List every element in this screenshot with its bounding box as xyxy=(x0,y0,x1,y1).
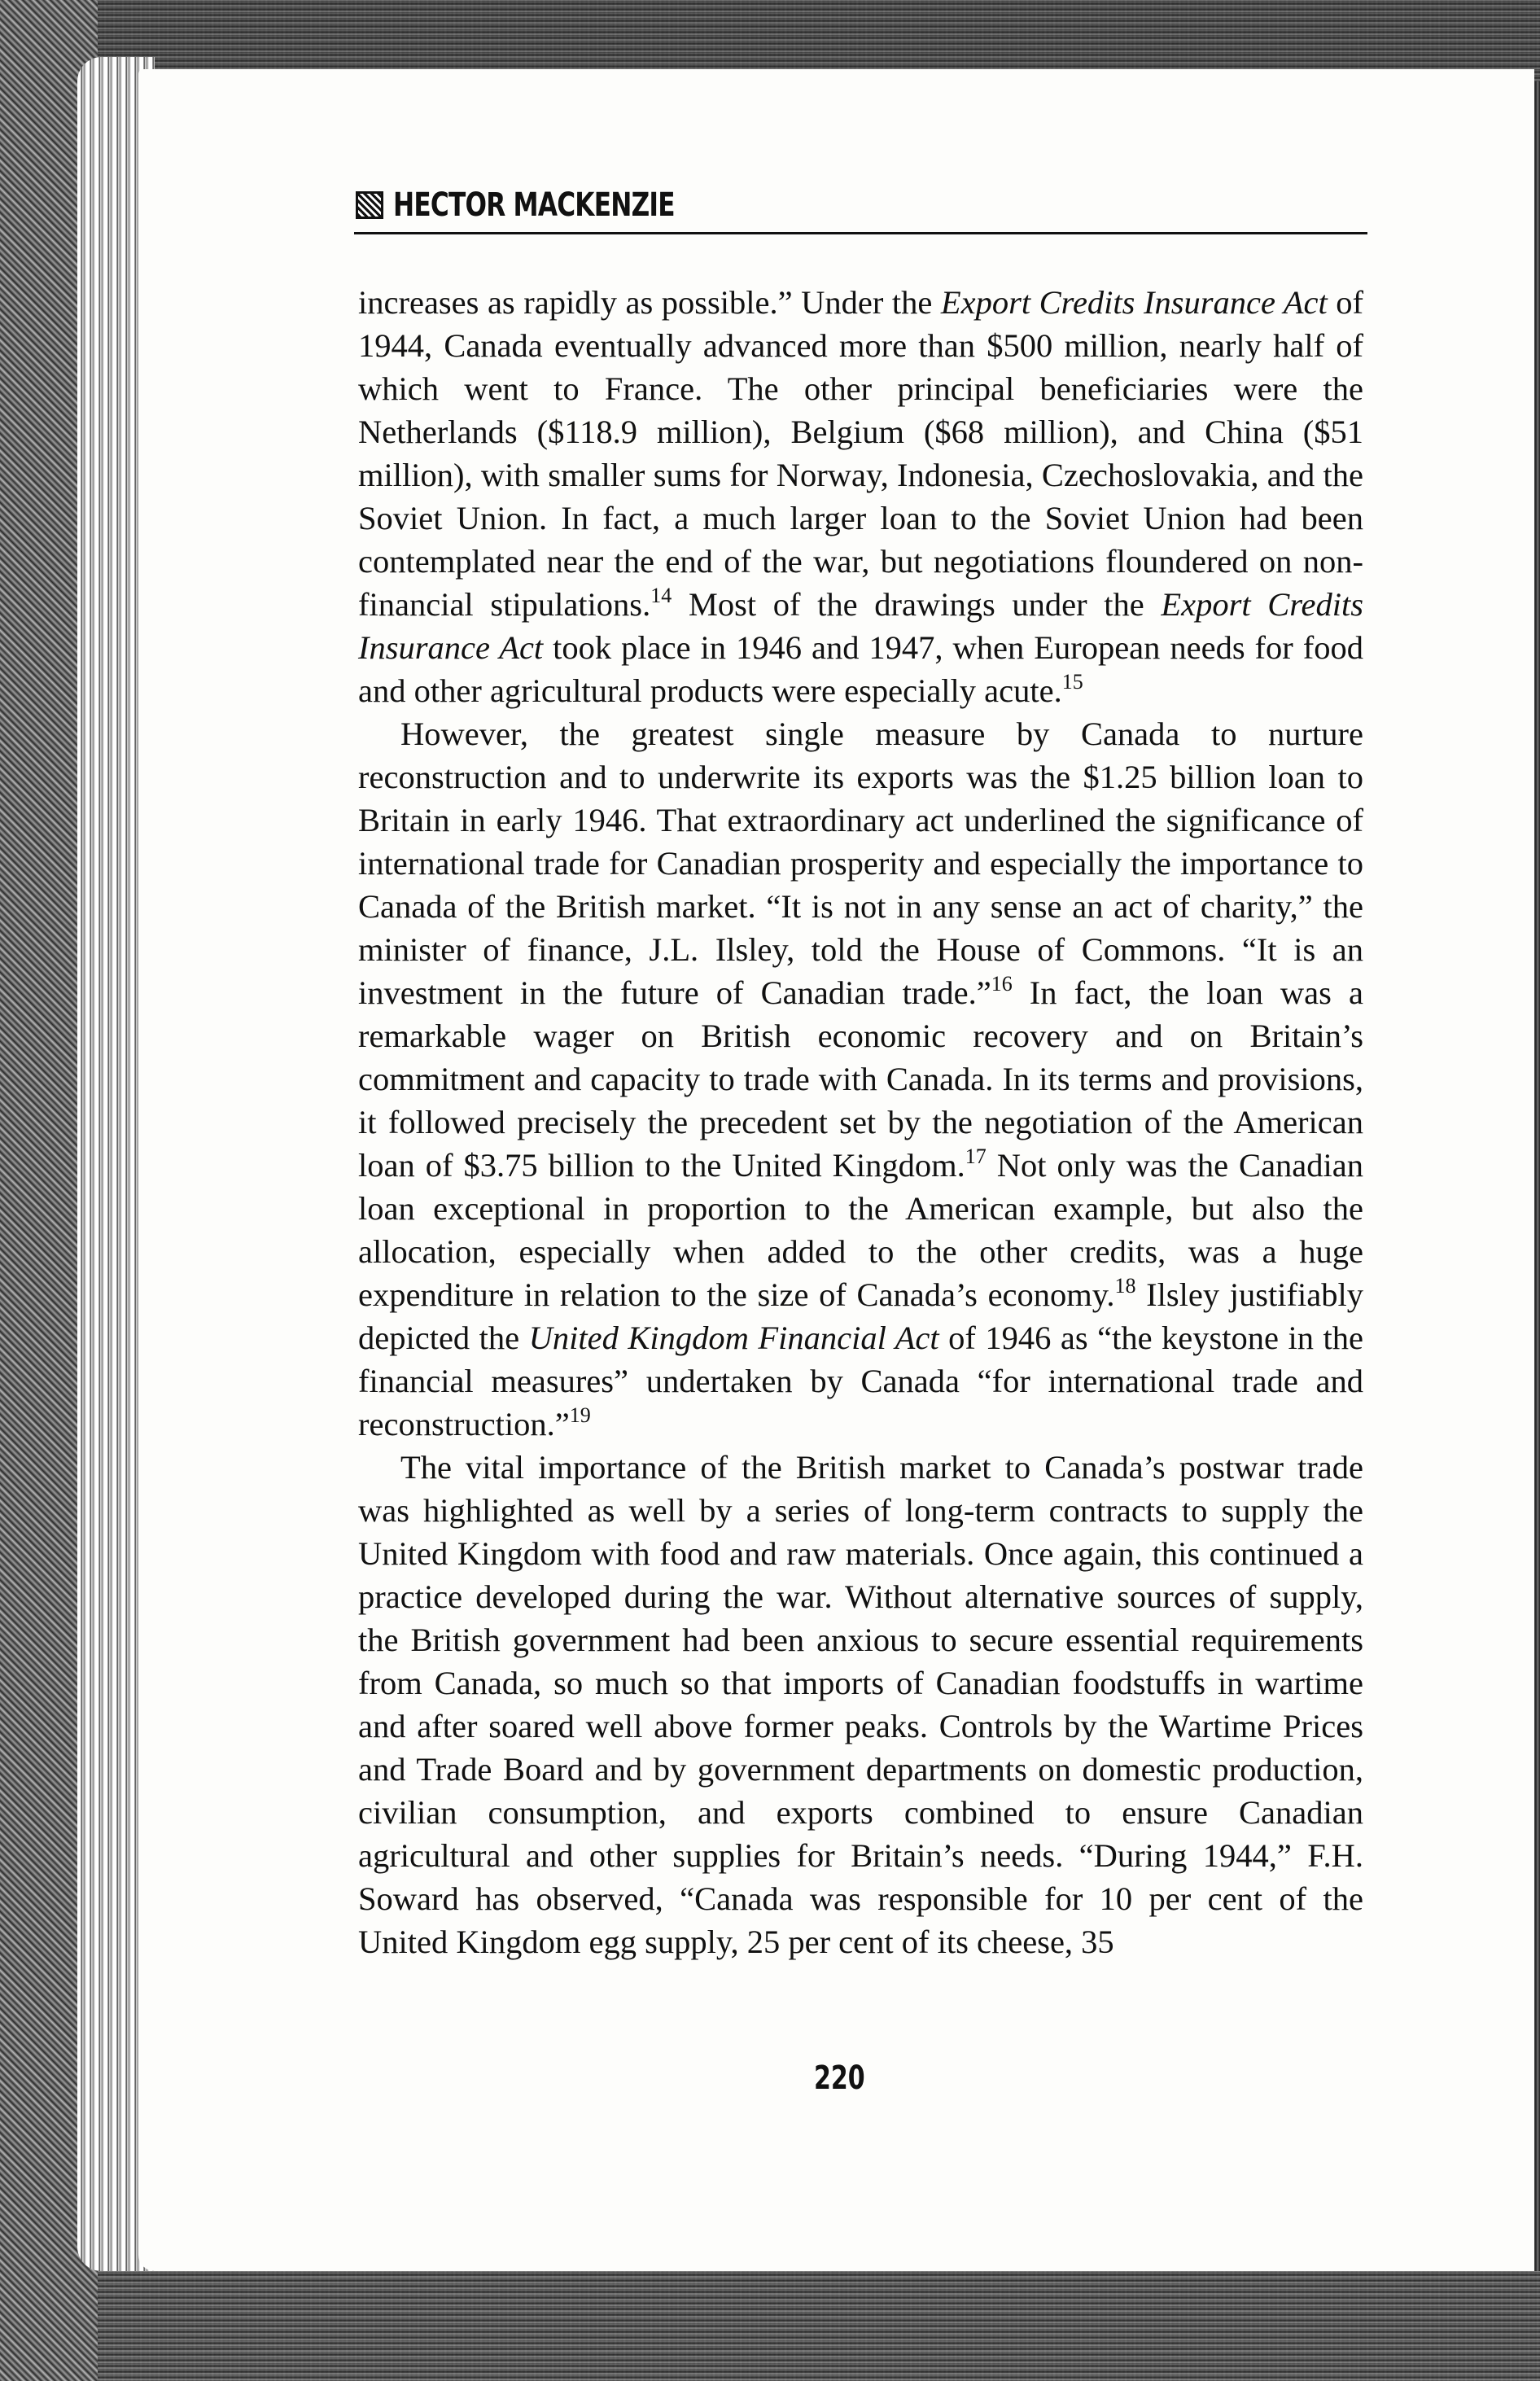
text-run: took place in 1946 and 1947, when European needs for food and other agricultural products were especially acute. xyxy=(358,629,1363,709)
text-run: Not only was the Canadian loan exceptional in proportion to the American example, but also the allocation, especially when added to the other credits, was a huge expenditure in relation to the size of Canada’s economy. xyxy=(358,1147,1363,1313)
header-ornament-icon xyxy=(356,191,383,219)
italic-title: Export Credits Insurance Act xyxy=(940,284,1328,321)
text-run: of 1946 as “the keystone in the financial measures” undertaken by Canada “for international trade and reconstruction.” xyxy=(358,1320,1363,1442)
text-run: The vital importance of the British market to Canada’s postwar trade was highlighted as well by a series of long-term contracts to supply the United Kingdom with food and raw materials. Once again, this continued a practice developed during the war. Without alternative sources of supply, the British government had been anxious to secure essential requirements from Canada, so much so that imports of Canadian foodstuffs in wartime and after soared well above former peaks. Controls by the Wartime Prices and Trade Board and by government departments on domestic production, civilian consumption, and exports combined to ensure Canadian agricultural and other supplies for Britain’s needs. “During 1944,” F.H. Soward has observed, “Canada was responsible for 10 per cent of the United Kingdom egg supply, 25 per cent of its cheese, 35 xyxy=(358,1449,1363,1960)
italic-title: United Kingdom Financial Act xyxy=(528,1320,939,1356)
text-run: However, the greatest single measure by Canada to nurture reconstruction and to underwrite its exports was the $1.25 billion loan to Britain in early 1946. That extraordinary act underlined the significance of international trade for Canadian prosperity and especially the importance to Canada of the British market. “It is not in any sense an act of charity,” the minister of finance, J.L. Ilsley, told the House of Commons. “It is an investment in the future of Canadian trade.” xyxy=(358,716,1363,1011)
footnote-marker: 18 xyxy=(1114,1274,1136,1298)
footnote-marker: 19 xyxy=(569,1403,591,1427)
text-run: Most of the drawings under the xyxy=(672,586,1162,623)
paragraph xyxy=(358,281,1363,712)
paragraph xyxy=(358,712,1363,1446)
page-number: 220 xyxy=(814,2059,865,2097)
italic-title: Export Credits Insurance Act xyxy=(358,586,1363,666)
text-run: Ilsley justifiably depicted the xyxy=(358,1276,1363,1356)
footnote-marker: 14 xyxy=(650,584,672,607)
running-header xyxy=(354,183,1367,234)
scan-bottom-edge xyxy=(0,2271,1540,2381)
footnote-marker: 17 xyxy=(965,1145,987,1168)
running-header-author: HECTOR MACKENZIE xyxy=(393,186,675,224)
footnote-marker: 15 xyxy=(1061,670,1083,694)
text-run: increases as rapidly as possible.” Under the xyxy=(358,284,941,321)
text-run: In fact, the loan was a remarkable wager on British economic recovery and on Britain’s commitment and capacity to trade with Canada. In its terms and provisions, it followed precisely the precedent set by the negotiation of the American loan of $3.75 billion to the United Kingdom. xyxy=(358,974,1363,1184)
body-text xyxy=(358,281,1363,1963)
footnote-marker: 16 xyxy=(991,972,1013,996)
text-run: of 1944, Canada eventually advanced more than $500 million, nearly half of which went to France. The other principal beneficiaries were the Netherlands ($118.9 million), Belgium ($68 million), and China ($51 million), with smaller sums for Norway, Indonesia, Czechoslovakia, and the Soviet Union. In fact, a much larger loan to the Soviet Union had been contemplated near the end of the war, but negotiations floundered on non-financial stipulations. xyxy=(358,284,1363,623)
paragraph xyxy=(358,1446,1363,1963)
